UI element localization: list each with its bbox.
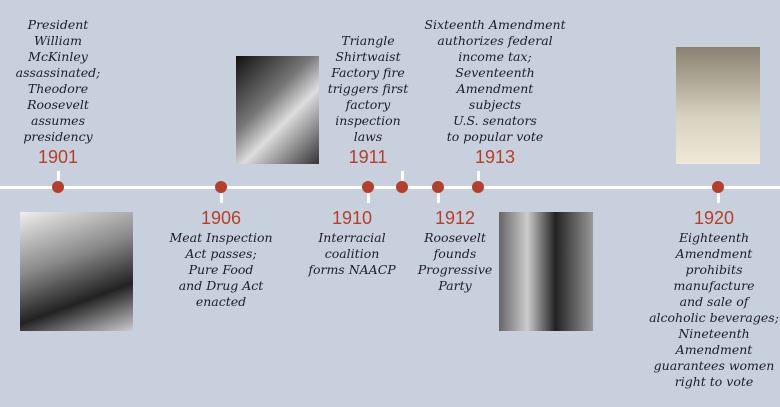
- event-year: 1911: [348, 147, 388, 167]
- marker-1912: [432, 181, 444, 193]
- tick-1906: [220, 193, 223, 203]
- event-year: 1906: [200, 208, 242, 228]
- event-text-line: assassinated;: [15, 65, 101, 80]
- event-year: 1913: [474, 147, 516, 167]
- tick-1920: [717, 193, 720, 203]
- tick-1912: [437, 193, 440, 203]
- event-year: 1912: [434, 208, 476, 228]
- marker-1911: [396, 181, 408, 193]
- event-text-line: enacted: [195, 294, 247, 309]
- tick-1910: [367, 193, 370, 203]
- event-description: [146, 230, 296, 310]
- event-text-line: and Drug Act: [178, 278, 264, 293]
- event-text-line: and sale of: [679, 294, 749, 309]
- event-text-line: Act passes;: [185, 246, 257, 261]
- event-text-line: alcoholic beverages;: [649, 310, 779, 325]
- amendment-signing-photo: [676, 47, 760, 164]
- event-description: [380, 230, 530, 294]
- event-text-line: prohibits: [685, 262, 743, 277]
- event-year: 1910: [331, 208, 373, 228]
- event-1920: [639, 206, 780, 390]
- event-text-line: factory: [345, 97, 391, 112]
- event-text-line: Seventeenth: [455, 65, 535, 80]
- event-text-line: Progressive: [417, 262, 493, 277]
- event-text-line: assumes: [31, 113, 85, 128]
- event-text-line: U.S. senators: [453, 113, 537, 128]
- tick-1913: [477, 171, 480, 181]
- event-text-line: Nineteenth: [678, 326, 750, 341]
- event-text-line: Amendment: [456, 81, 534, 96]
- event-text-line: President: [27, 17, 89, 32]
- tick-1911: [401, 171, 404, 181]
- event-text-line: Triangle: [341, 33, 395, 48]
- tick-1901: [57, 171, 60, 181]
- event-text-line: triggers first: [327, 81, 409, 96]
- mckinley-assassination-photo: [20, 212, 133, 331]
- event-text-line: Amendment: [675, 246, 753, 261]
- event-text-line: subjects: [468, 97, 522, 112]
- event-text-line: William: [34, 33, 82, 48]
- event-description: [0, 17, 133, 145]
- marker-1906: [215, 181, 227, 193]
- event-1901: [0, 17, 133, 169]
- event-text-line: founds: [433, 246, 477, 261]
- event-description: [420, 17, 570, 145]
- event-text-line: inspection: [335, 113, 401, 128]
- marker-1910: [362, 181, 374, 193]
- event-1912: [380, 206, 530, 294]
- event-text-line: Roosevelt: [27, 97, 89, 112]
- event-text-line: coalition: [324, 246, 380, 261]
- event-text-line: guarantees women: [653, 358, 775, 373]
- event-text-line: Sixteenth Amendment: [424, 17, 566, 32]
- event-text-line: Amendment: [675, 342, 753, 357]
- event-text-line: laws: [353, 129, 383, 144]
- event-text-line: manufacture: [673, 278, 755, 293]
- event-description: [639, 230, 780, 390]
- event-text-line: Eighteenth: [678, 230, 750, 245]
- event-1913: [420, 17, 570, 169]
- event-text-line: presidency: [23, 129, 93, 144]
- event-text-line: Factory fire: [331, 65, 405, 80]
- event-text-line: Interracial: [318, 230, 386, 245]
- event-1906: [146, 206, 296, 310]
- event-text-line: Theodore: [27, 81, 89, 96]
- event-text-line: McKinley: [28, 49, 88, 64]
- event-text-line: Roosevelt: [424, 230, 486, 245]
- event-text-line: income tax;: [458, 49, 532, 64]
- event-text-line: Meat Inspection: [169, 230, 273, 245]
- marker-1920: [712, 181, 724, 193]
- event-text-line: forms NAACP: [308, 262, 396, 277]
- event-text-line: Party: [438, 278, 472, 293]
- event-year: 1920: [693, 208, 735, 228]
- marker-1913: [472, 181, 484, 193]
- event-text-line: authorizes federal: [437, 33, 553, 48]
- timeline-axis: [0, 186, 780, 189]
- event-text-line: Pure Food: [188, 262, 254, 277]
- event-text-line: right to vote: [674, 374, 754, 389]
- marker-1901: [52, 181, 64, 193]
- event-text-line: Shirtwaist: [335, 49, 401, 64]
- event-year: 1901: [37, 147, 79, 167]
- event-text-line: to popular vote: [446, 129, 544, 144]
